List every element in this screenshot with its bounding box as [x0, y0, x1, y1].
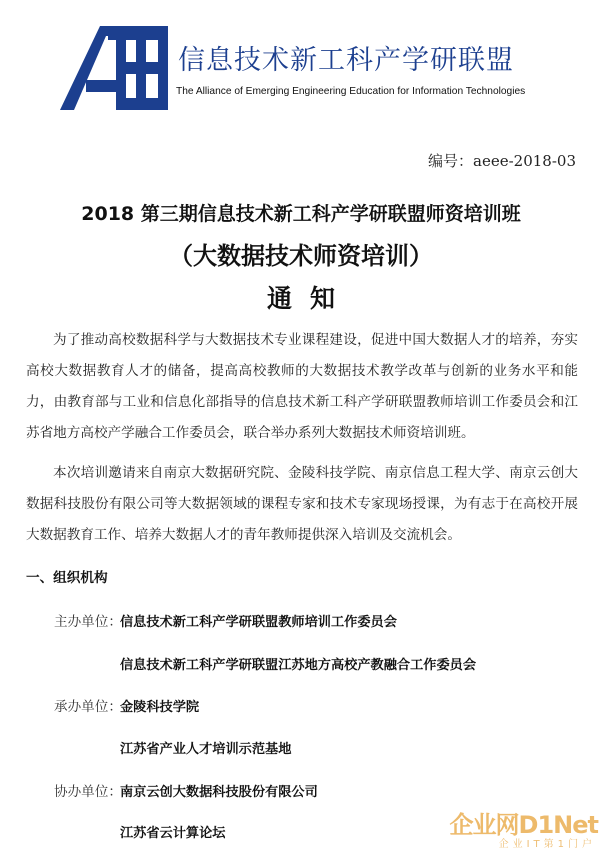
host-value: 江苏省产业人才培训示范基地: [120, 742, 292, 757]
watermark-sub: 企业IT第1门户: [498, 839, 596, 850]
co-organizer-value: 江苏省云计算论坛: [120, 826, 226, 841]
document-title: 2018 第三期信息技术新工科产学研联盟师资培训班: [81, 203, 521, 225]
organizer-value: 信息技术新工科产学研联盟教师培训工作委员会: [120, 615, 397, 630]
section-heading: 一、组织机构: [26, 570, 108, 586]
co-organizer-label: 协办单位：: [54, 784, 122, 800]
watermark-main: 企业网D1Net: [449, 811, 598, 839]
host-value: 金陵科技学院: [120, 700, 200, 715]
training-paragraph: 本次培训邀请来自南京大数据研究院、金陵科技学院、南京信息工程大学、南京云创大数据科技股份有限公司等大数据领域的课程专家和技术专家现场授课，为有志于在高校开展大数据教育工作、培养大数据人才的青年教师提供深入培训及交流机会。: [26, 465, 578, 543]
organizer-value: 信息技术新工科产学研联盟江苏地方高校产教融合工作委员会: [120, 658, 477, 673]
org-name-en: The Alliance of Emerging Engineering Education for Information Technologies: [176, 86, 526, 97]
host-label: 承办单位：: [54, 699, 122, 715]
org-name-cn: 信息技术新工科产学研联盟: [178, 45, 514, 76]
aeee-logo: [60, 22, 170, 112]
notice-heading: 通知: [266, 284, 353, 313]
intro-paragraph: 为了推动高校数据科学与大数据技术专业课程建设，促进中国大数据人才的培养，夯实高校大数据教育人才的储备，提高高校教师的大数据技术教学改革与创新的业务水平和能力，由教育部与工业和信息化部指导的信息技术新工科产学研联盟教师培训工作委员会和江苏省地方高校产学融合工作委员会，联合举办系列大数据技术师资培训班。: [26, 332, 578, 441]
watermark: [428, 805, 598, 853]
co-organizer-value: 南京云创大数据科技股份有限公司: [120, 785, 318, 800]
organizer-label: 主办单位：: [54, 614, 122, 630]
document-subtitle: （大数据技术师资培训）: [169, 242, 433, 270]
document-number: 编号：aeee-2018-03: [428, 152, 576, 170]
